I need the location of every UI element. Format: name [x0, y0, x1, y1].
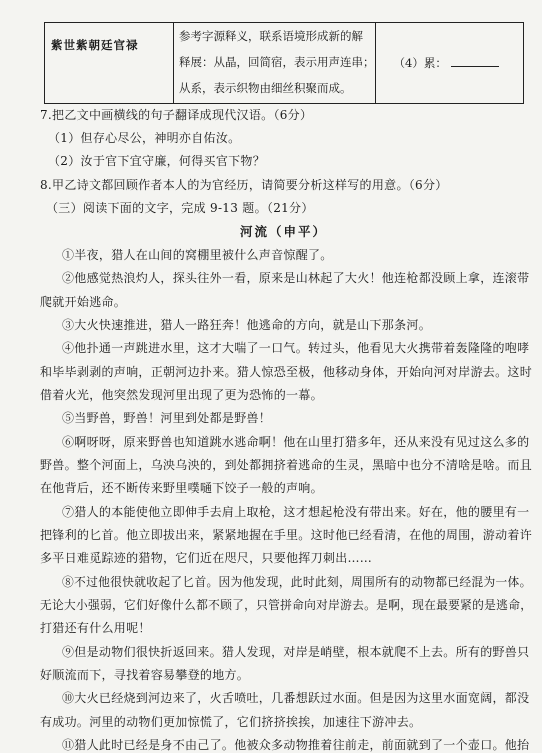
- section-heading: （三）阅读下面的文字，完成 9-13 题。（21分）: [46, 201, 314, 215]
- answer-blank: [451, 56, 499, 67]
- paragraph-line: 好顺流而下，寻找着容易攀登的地方。: [40, 668, 250, 682]
- paragraph-line: ②他感觉热浪灼人，探头往外一看，原来是山林起了大火！他连枪都没顾上拿，连滚带: [62, 271, 530, 286]
- paragraph-line: ③大火快速推进，猎人一路狂奔！他逃命的方向，就是山下那条河。: [62, 318, 432, 332]
- question-7-item-1: （1）但存心尽公，神明亦自佑汝。: [48, 131, 241, 145]
- table-cell-term: [45, 23, 174, 104]
- paragraph-line: 在他背后，还不断传来野里噗嗵下饺子一般的声响。: [40, 481, 323, 496]
- paragraph-line: 野兽。整个河面上，乌泱乌泱的，到处都拥挤着逃命的生灵，黑暗中也分不清啥是啥。而且: [40, 458, 533, 472]
- paragraph-line: ⑪猎人此时已经是身不由己了。他被众多动物推着往前走，前面就到了一个壶口。他抬: [62, 738, 530, 752]
- question-7: 7.把乙文中画横线的句子翻译成现代汉语。（6分）: [40, 108, 313, 122]
- paragraph-line: ⑥啊呀呀，原来野兽也知道跳水逃命啊！他在山里打猎多年，还从来没有见过这么多的: [62, 434, 530, 449]
- paragraph-line: 把锋利的匕首。他立即拔出来，紧紧地握在手里。这时他已经看清，在他的周围，游动着许: [40, 528, 533, 542]
- paragraph-line: ⑦猎人的本能使他立即伸手去肩上取枪，这才想起枪没有带出来。好在，他的腰里有一: [62, 504, 530, 519]
- question-8: 8.甲乙诗文都回顾作者本人的为官经历，请简要分析这样写的用意。（6分）: [40, 178, 448, 192]
- table-cell-answer: [375, 23, 524, 104]
- paragraph-line: ⑩大火已经烧到河边来了，火舌喷吐，几番想跃过水面。但是因为这里水面宽阔，都没: [62, 691, 530, 706]
- paragraph-line: ⑤当野兽，野兽！河里到处都是野兽！: [62, 411, 272, 426]
- vocab-table: [44, 22, 524, 104]
- question-7-item-2: （2）汝于官下宜守廉，何得买官下物？: [48, 154, 266, 168]
- paragraph-line: 爬就开始逃命。: [40, 294, 127, 309]
- paragraph-line: 有成功。河里的动物们更加惊慌了，它们挤挤挨挨，加速往下游冲去。: [40, 714, 422, 729]
- paragraph-line: 借着火光，他突然发现河里出现了更为恐怖的一幕。: [40, 388, 323, 402]
- paragraph-line: ⑧不过他很快就收起了匕首。因为他发现，此时此刻，周围所有的动物都已经混为一体。: [62, 574, 532, 589]
- explanation-line: 参考字源释义，联系语境形成新的解: [179, 29, 363, 43]
- paragraph-line: 多平日难觅踪迹的猎物，它们近在咫尺，只要他挥刀刺出……: [40, 551, 373, 566]
- table-cell-explanation: [174, 23, 376, 104]
- answer-label: （4）累：: [393, 56, 447, 70]
- paragraph-line: 无论大小强弱，它们好像什么都不顾了，只管拼命向对岸游去。是啊，现在最要紧的是逃命，: [40, 598, 533, 612]
- explanation-line: 释展：从晶，回简宿，表示用声连串；: [179, 55, 375, 69]
- article-title: 河流（申平）: [240, 224, 328, 239]
- paragraph-line: ①半夜，猎人在山间的窝棚里被什么声音惊醒了。: [62, 248, 333, 262]
- table-term-text: 紫世紫朝廷官禄: [51, 38, 139, 52]
- paragraph-line: 打猎还有什么用呢！: [40, 621, 151, 636]
- paragraph-line: ⑨但是动物们很快折返回来。猎人发现，对岸是峭壁，根本就爬不上去。所有的野兽只: [62, 644, 530, 659]
- paragraph-line: 和毕毕剥剥的声响，正朝河边扑来。猎人惊恐至极，他移动身体，开始向河对岸游去。这时: [40, 364, 533, 379]
- explanation-line: 从系，表示织物由细丝积聚而成。: [179, 81, 352, 95]
- paragraph-line: ④他扑通一声跳进水里，这才大喘了一口气。转过头，他看见大火携带着轰隆隆的咆哮: [62, 341, 530, 356]
